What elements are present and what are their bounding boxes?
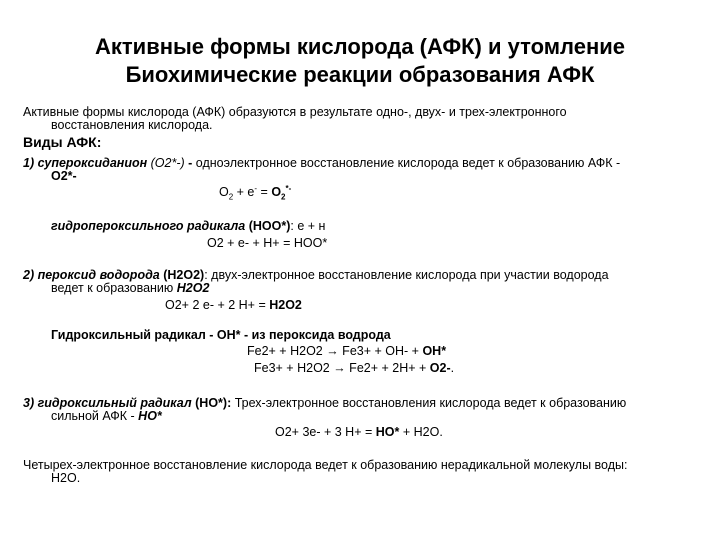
hydroxyl-r3-tail: + Н2О. — [399, 425, 443, 439]
final-line-2: Н2О. — [51, 471, 81, 485]
hydroxyl-label: 3) гидроксильный радикал — [23, 396, 192, 410]
hydroxyl-r1-text: Fe2+ + Н2О2 → Fe3+ + ОН- + — [247, 344, 423, 358]
reactant-e: + е — [233, 185, 255, 199]
peroxide-line-2: ведет к образованию — [51, 281, 177, 295]
slide-title — [0, 33, 720, 89]
item-superoxide — [23, 157, 620, 183]
hydroxyl-formula: (НО*): — [191, 396, 232, 410]
hydroperoxyl-colon: : — [290, 219, 294, 233]
peroxide-formula: (Н2О2) — [159, 268, 205, 282]
reactant-e-sup: - — [254, 183, 258, 193]
superoxide-dash: - — [184, 156, 193, 170]
product-o: О — [271, 185, 282, 199]
reactant-o: О — [219, 185, 229, 199]
superoxide-reaction — [219, 183, 292, 202]
hydroxyl-r2-text: Fe3+ + Н2О2 → Fe2+ + 2Н+ + — [254, 361, 430, 375]
product-o-sub: 2 — [281, 192, 286, 202]
hydroxyl-reaction-2 — [254, 362, 454, 375]
hydroperoxyl-label: гидропероксильного радикала — [51, 219, 246, 233]
item-hydroxyl — [23, 397, 626, 423]
product-o-sup: *- — [285, 183, 292, 193]
hydroxyl-line-2: сильной АФК - — [51, 409, 139, 423]
title-line-1: Активные формы кислорода (АФК) и утомление — [95, 34, 625, 59]
hydroxyl-r1-product: ОН* — [422, 344, 447, 358]
superoxide-label: 1) супероксиданион — [23, 156, 148, 170]
equals-sign: = — [257, 185, 272, 199]
hydroxyl-heading: Гидроксильный радикал - ОН* - из пероксида водрода — [51, 328, 391, 342]
kinds-heading: Виды АФК: — [23, 134, 102, 150]
item-peroxide — [23, 269, 609, 295]
hydroxyl-r2-product: О2- — [429, 361, 451, 375]
superoxide-text: одноэлектронное восстановление кислорода ведет к образованию АФК - — [192, 156, 621, 170]
peroxide-text: : двух-электронное восстановление кислорода при участии водорода — [204, 268, 609, 282]
hydroxyl-reaction-1 — [247, 345, 446, 358]
hydroperoxyl-reaction: О2 + е- + Н+ = НОО* — [207, 236, 328, 250]
hydroxyl-line-2-formula: НО* — [138, 409, 162, 423]
superoxide-formula: (О2*-) — [147, 156, 185, 170]
reactant-o-sub: 2 — [228, 192, 234, 202]
final-paragraph — [23, 459, 627, 485]
peroxide-reactants: О2+ 2 е- + 2 Н+ = — [165, 298, 270, 312]
peroxide-product: Н2О2 — [269, 298, 302, 312]
hydroxyl-reaction-3 — [275, 426, 443, 439]
hydroperoxyl-formula: (НОО*) — [245, 219, 291, 233]
hydroperoxyl-line — [51, 220, 325, 233]
superoxide-formula-2: О2*- — [51, 169, 77, 183]
peroxide-line-2-formula: Н2О2 — [176, 281, 210, 295]
hydroxyl-text: Трех-электронное восстановления кислорода ведет к образованию — [231, 396, 627, 410]
title-line-2: Биохимические реакции образования АФК — [125, 62, 595, 87]
intro-paragraph — [23, 106, 567, 132]
intro-line-2: восстановления кислорода. — [51, 118, 213, 132]
hydroxyl-r3-product: НО* — [375, 425, 400, 439]
intro-line-1: Активные формы кислорода (АФК) образуются в результате одно-, двух- и трех-электронного — [23, 105, 567, 119]
hydroxyl-r2-end: . — [450, 361, 455, 375]
hydroperoxyl-tail: е + н — [293, 219, 326, 233]
peroxide-reaction — [165, 299, 302, 312]
final-line-1: Четырех-электронное восстановление кислорода ведет к образованию нерадикальной молекулы воды: — [23, 458, 628, 472]
peroxide-label: 2) пероксид водорода — [23, 268, 160, 282]
hydroxyl-r3-text: О2+ 3е- + 3 Н+ = — [275, 425, 376, 439]
